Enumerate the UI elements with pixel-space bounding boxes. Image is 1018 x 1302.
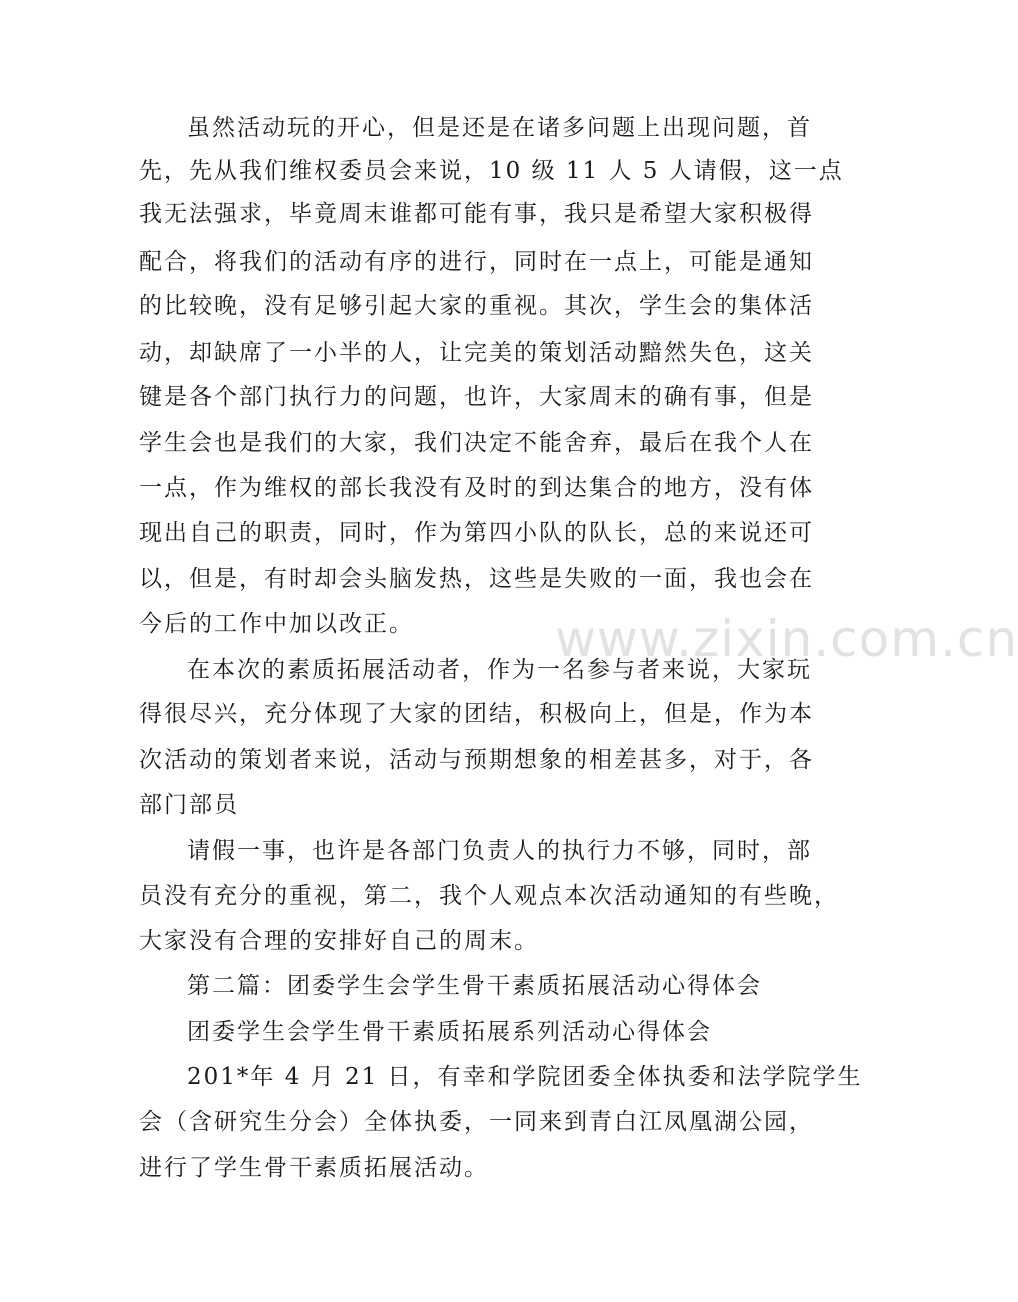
paragraph-line: 以，但是，有时却会头脑发热，这些是失败的一面，我也会在 xyxy=(139,566,814,592)
paragraph-line: 今后的工作中加以改正。 xyxy=(139,611,414,637)
paragraph-line: 学生会也是我们的大家，我们决定不能舍弃，最后在我个人在 xyxy=(139,430,814,456)
paragraph-line: 在本次的素质拓展活动者，作为一名参与者来说，大家玩 xyxy=(187,657,812,683)
paragraph-line: 虽然活动玩的开心，但是还是在诸多问题上出现问题，首 xyxy=(187,115,812,141)
paragraph-line: 请假一事，也许是各部门负责人的执行力不够，同时，部 xyxy=(187,838,812,864)
paragraph-line: 进行了学生骨干素质拓展活动。 xyxy=(139,1155,489,1181)
paragraph-line: 配合，将我们的活动有序的进行，同时在一点上，可能是通知 xyxy=(139,249,814,275)
paragraph-line: 得很尽兴，充分体现了大家的团结，积极向上，但是，作为本 xyxy=(139,701,814,727)
paragraph-line: 键是各个部门执行力的问题，也许，大家周末的确有事，但是 xyxy=(139,384,814,410)
article-title: 团委学生会学生骨干素质拓展系列活动心得体会 xyxy=(187,1019,712,1045)
paragraph-line: 动，却缺席了一小半的人，让完美的策划活动黯然失色，这关 xyxy=(139,340,814,366)
paragraph-line: 部门部员 xyxy=(139,792,239,818)
paragraph-line: 的比较晚，没有足够引起大家的重视。其次，学生会的集体活 xyxy=(139,293,814,319)
paragraph-line: 201*年 4 月 21 日，有幸和学院团委全体执委和法学院学生 xyxy=(187,1064,863,1090)
paragraph-line: 现出自己的职责，同时，作为第四小队的队长，总的来说还可 xyxy=(139,520,814,546)
paragraph-line: 我无法强求，毕竟周末谁都可能有事，我只是希望大家积极得 xyxy=(139,201,814,227)
section-heading: 第二篇：团委学生会学生骨干素质拓展活动心得体会 xyxy=(187,973,762,999)
paragraph-line: 一点，作为维权的部长我没有及时的到达集合的地方，没有体 xyxy=(139,475,814,501)
paragraph-line: 员没有充分的重视，第二，我个人观点本次活动通知的有些晚， xyxy=(139,883,839,909)
paragraph-line: 次活动的策划者来说，活动与预期想象的相差甚多，对于，各 xyxy=(139,747,814,773)
paragraph-line: 先，先从我们维权委员会来说，10 级 11 人 5 人请假，这一点 xyxy=(139,158,844,184)
watermark-text: www.zixin.com.cn xyxy=(555,610,1018,668)
paragraph-line: 大家没有合理的安排好自己的周末。 xyxy=(139,928,539,954)
paragraph-line: 会（含研究生分会）全体执委，一同来到青白江凤凰湖公园， xyxy=(139,1109,814,1135)
